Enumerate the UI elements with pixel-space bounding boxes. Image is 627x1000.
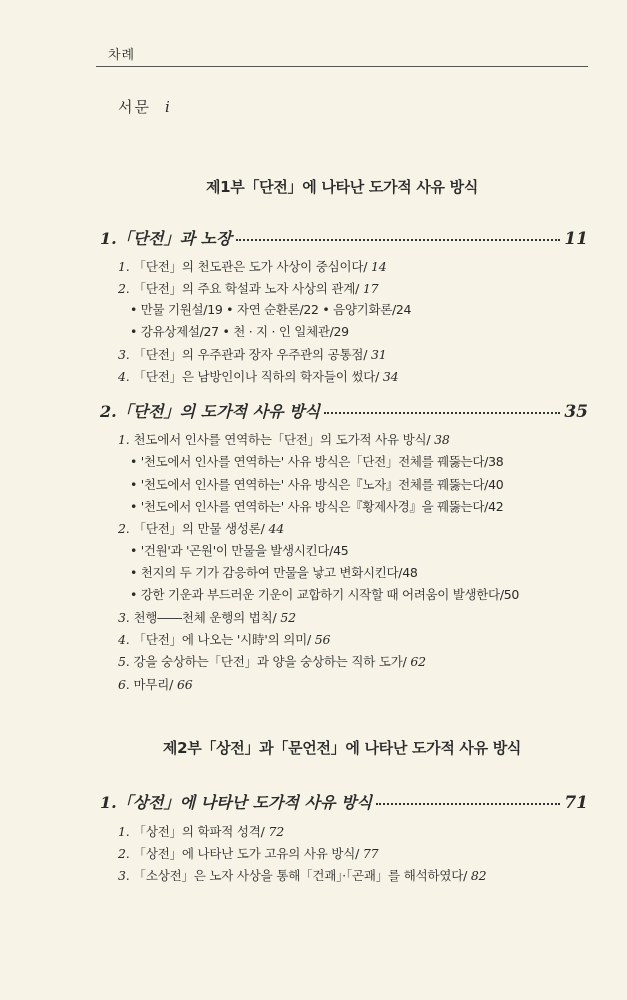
entry-text: 천행――천체 운행의 법칙/: [133, 610, 277, 625]
toc-entry[interactable]: [118, 630, 330, 648]
entry-page: 62: [410, 654, 426, 669]
entry-page: 56: [314, 632, 331, 647]
preface-page: i: [164, 98, 170, 116]
toc-entry[interactable]: [118, 608, 296, 626]
entry-number: 1.: [118, 824, 130, 839]
entry-page: 77: [362, 846, 379, 861]
toc-entry[interactable]: [118, 345, 387, 363]
entry-text: 「단전」의 우주관과 장자 우주관의 공통점/: [133, 347, 368, 362]
entry-text: 마무리/: [133, 677, 174, 692]
chapter-title: 1.「상전」에 나타난 도가적 사유 방식: [100, 793, 372, 812]
entry-text: 「소상전」은 노자 사상을 통해「건괘」·「곤괘」를 해석하였다/: [133, 868, 468, 883]
chapter-title: 2.「단전」의 도가적 사유 방식: [100, 402, 320, 421]
preface-title: 서문: [118, 98, 151, 116]
toc-subentry[interactable]: • 강유상제설/27 • 천 · 지 · 인 일체관/29: [130, 324, 349, 339]
entry-page: 52: [280, 610, 296, 625]
entry-page: 14: [371, 259, 387, 274]
entry-page: 31: [371, 347, 387, 362]
chapter-page: 11: [564, 229, 588, 249]
toc-entry[interactable]: [118, 430, 450, 448]
toc-entry[interactable]: [118, 519, 284, 537]
entry-page: 17: [362, 281, 379, 296]
entry-page: 34: [382, 369, 399, 384]
chapter-1-1[interactable]: [100, 226, 588, 250]
toc-entry[interactable]: [118, 652, 426, 670]
entry-number: 3.: [118, 610, 130, 625]
toc-entry[interactable]: [118, 675, 192, 693]
entry-page: 72: [268, 824, 284, 839]
dot-leader: [324, 412, 560, 414]
part-1-title[interactable]: 제1부「단전」에 나타난 도가적 사유 방식: [205, 178, 479, 196]
dot-leader: [236, 239, 561, 241]
toc-entry[interactable]: [118, 279, 378, 297]
entry-number: 1.: [118, 259, 130, 274]
chapter-page: 71: [564, 793, 588, 813]
chapter-page: 35: [564, 402, 588, 422]
toc-entry[interactable]: [118, 367, 398, 385]
toc-subentry[interactable]: • 천지의 두 기가 감응하여 만물을 낳고 변화시킨다/48: [130, 565, 418, 580]
toc-entry[interactable]: [118, 866, 486, 884]
chapter-2-1[interactable]: [100, 790, 588, 814]
entry-page: 66: [176, 677, 193, 692]
entry-text: 「상전」의 학파적 성격/: [133, 824, 265, 839]
entry-number: 2.: [118, 521, 130, 536]
entry-number: 3.: [118, 868, 130, 883]
toc-subentry[interactable]: • 만물 기원설/19 • 자연 순환론/22 • 음양기화론/24: [130, 302, 412, 317]
dot-leader: [376, 803, 560, 805]
entry-text: 「상전」에 나타난 도가 고유의 사유 방식/: [133, 846, 360, 861]
entry-text: 강을 숭상하는「단전」과 양을 숭상하는 직하 도가/: [133, 654, 407, 669]
preface-entry[interactable]: [118, 96, 170, 117]
toc-entry[interactable]: [118, 257, 387, 275]
entry-number: 6.: [118, 677, 130, 692]
toc-subentry[interactable]: • '건원'과 '곤원'이 만물을 발생시킨다/45: [130, 543, 349, 558]
chapter-title: 1.「단전」과 노장: [100, 229, 232, 248]
toc-entry[interactable]: [118, 822, 284, 840]
entry-page: 44: [268, 521, 284, 536]
entry-number: 3.: [118, 347, 130, 362]
entry-number: 1.: [118, 432, 130, 447]
part-2-title[interactable]: 제2부「상전」과「문언전」에 나타난 도가적 사유 방식: [162, 739, 522, 757]
toc-subentry[interactable]: • '천도에서 인사를 연역하는' 사유 방식은『노자』전체를 꿰뚫는다/40: [130, 477, 504, 492]
entry-text: 「단전」에 나오는 '시時'의 의미/: [133, 632, 311, 647]
entry-text: 「단전」은 남방인이나 직하의 학자들이 썼다/: [133, 369, 380, 384]
entry-number: 4.: [118, 632, 130, 647]
entry-number: 4.: [118, 369, 130, 384]
entry-page: 82: [470, 868, 487, 883]
toc-subentry[interactable]: • '천도에서 인사를 연역하는' 사유 방식은「단전」전체를 꿰뚫는다/38: [130, 454, 504, 469]
entry-text: 「단전」의 주요 학설과 노자 사상의 관계/: [133, 281, 360, 296]
entry-text: 「단전」의 천도관은 도가 사상이 중심이다/: [133, 259, 368, 274]
chapter-1-2[interactable]: [100, 399, 588, 423]
toc-entry[interactable]: [118, 844, 378, 862]
toc-subentry[interactable]: • '천도에서 인사를 연역하는' 사유 방식은『황제사경』을 꿰뚫는다/42: [130, 499, 504, 514]
entry-text: 천도에서 인사를 연역하는「단전」의 도가적 사유 방식/: [133, 432, 431, 447]
running-header: 차례: [108, 48, 136, 63]
entry-text: 「단전」의 만물 생성론/: [133, 521, 265, 536]
entry-number: 5.: [118, 654, 130, 669]
toc-subentry[interactable]: • 강한 기운과 부드러운 기운이 교합하기 시작할 때 어려움이 발생한다/50: [130, 587, 520, 602]
entry-number: 2.: [118, 281, 130, 296]
entry-number: 2.: [118, 846, 130, 861]
entry-page: 38: [434, 432, 450, 447]
header-divider: [96, 66, 588, 67]
